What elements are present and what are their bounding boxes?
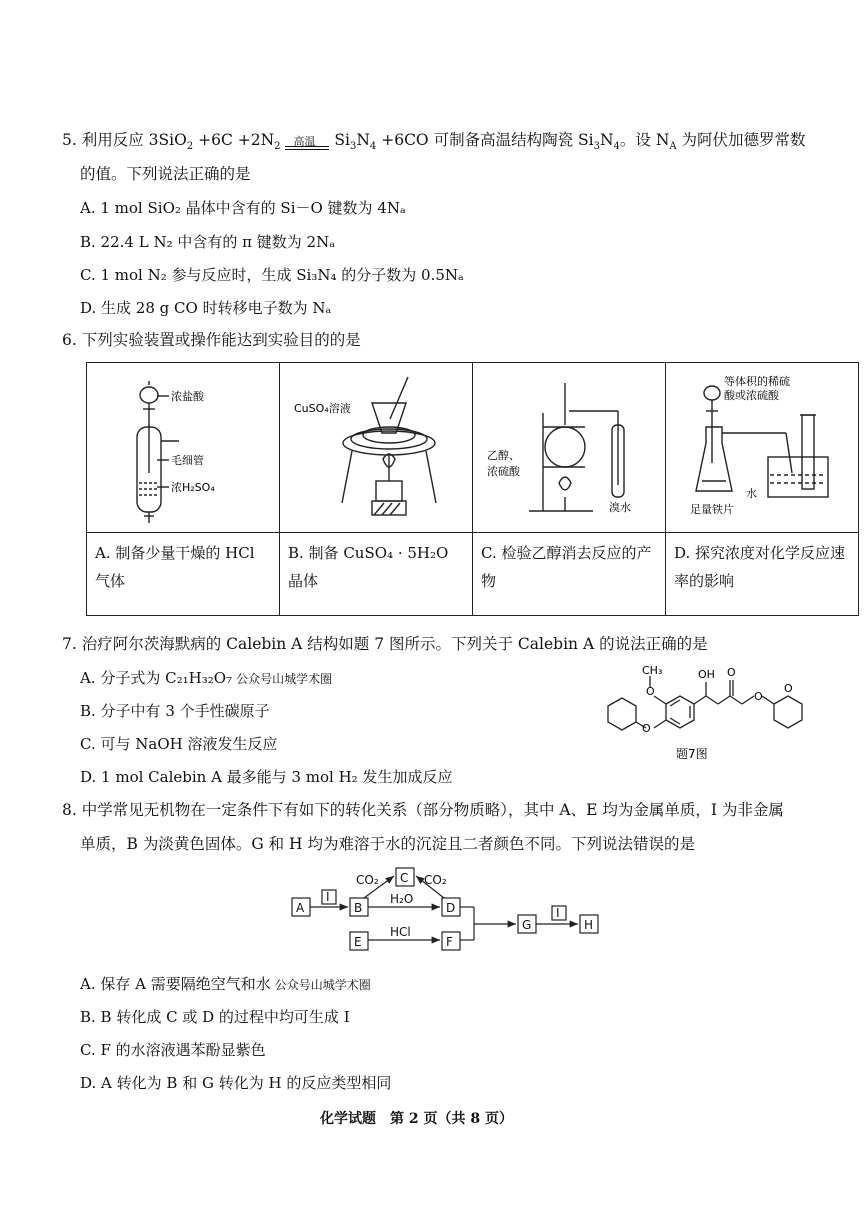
figure-c-cell [473, 363, 666, 533]
label-co2-right: CO₂ [424, 873, 447, 887]
ch3-label: CH₃ [642, 664, 663, 677]
q8-option-b: B. B 转化成 C 或 D 的过程中均可生成 I [80, 1008, 350, 1026]
label-iron-pieces: 足量铁片 [690, 503, 734, 516]
watermark: 公众号山城学术圈 [236, 672, 333, 686]
box-d: D [446, 901, 456, 915]
caption-c: C. 检验乙醇消去反应的产物 [473, 533, 666, 616]
caption-d: D. 探究浓度对化学反应速率的影响 [666, 533, 859, 616]
q5-stem-line1: 5. 利用反应 $3SiO_2 +6C +2N_2$ 高温 $Si_3N_4 +6CO$ 可制备高温结构陶瓷 $Si_3N_4$。设 $N_A$ 为阿伏加德罗常数 [62, 130, 806, 157]
label-dilute-acid: 等体积的稀硫 [724, 375, 790, 388]
reaction-condition: 高温 [285, 146, 329, 157]
figure-d-cell [666, 363, 859, 533]
ketone-o-label: O [727, 666, 736, 679]
label-bromine-water: 溴水 [609, 501, 631, 514]
q5-option-d: D. 生成 28 g CO 时转移电子数为 Nₐ [80, 299, 332, 317]
q7-option-c: C. 可与 NaOH 溶液发生反应 [80, 735, 278, 753]
figure-b-cell [280, 363, 473, 533]
box-f: F [446, 935, 453, 949]
watermark: 公众号山城学术圈 [274, 978, 371, 992]
figure-d-apparatus [666, 363, 844, 528]
ring-o-label: O [784, 682, 793, 695]
q8-conversion-diagram [286, 862, 616, 958]
label-water: 水 [746, 487, 757, 500]
ester-o-label: O [754, 690, 763, 703]
q5-option-c: C. 1 mol N₂ 参与反应时，生成 Si₃N₄ 的分子数为 0.5Nₐ [80, 266, 464, 284]
q8-stem-line2: 单质，B 为淡黄色固体。G 和 H 均为难溶于水的沉淀且二者颜色不同。下列说法错误的是 [80, 835, 696, 853]
box-i-1: I [326, 890, 330, 904]
q7-option-d: D. 1 mol Calebin A 最多能与 3 mol H₂ 发生加成反应 [80, 768, 453, 786]
label-conc-h2so4: 浓H₂SO₄ [171, 481, 215, 494]
q8-stem-line1: 8. 中学常见无机物在一定条件下有如下的转化关系（部分物质略），其中 A、E 均为金属单质，I 为非金属 [62, 801, 784, 819]
methoxy-o-label: O [646, 685, 655, 698]
label-capillary: 毛细管 [171, 454, 204, 467]
page-footer: 化学试题 第 2 页（共 8 页） [320, 1111, 513, 1127]
figure-a-apparatus [87, 363, 265, 528]
label-conc-hcl: 浓盐酸 [171, 390, 204, 403]
figure-b-apparatus [280, 363, 458, 528]
box-h: H [584, 918, 594, 932]
figure-7-caption: 题7图 [676, 747, 708, 761]
q7-stem: 7. 治疗阿尔茨海默病的 Calebin A 结构如题 7 图所示。下列关于 Calebin A 的说法正确的是 [62, 635, 708, 653]
caption-a: A. 制备少量干燥的 HCl 气体 [87, 533, 280, 616]
figure-c-apparatus [473, 363, 651, 528]
q7-option-b: B. 分子中有 3 个手性碳原子 [80, 702, 270, 720]
q5-option-a: A. 1 mol SiO₂ 晶体中含有的 Si－O 键数为 4Nₐ [80, 199, 406, 217]
figure-a-cell [87, 363, 280, 533]
ether-o-label: O [642, 722, 651, 735]
calebin-a-structure [596, 658, 832, 768]
label-cuso4-solution: CuSO₄溶液 [294, 402, 351, 415]
label-hcl: HCl [390, 925, 411, 939]
oh-label: OH [698, 668, 715, 681]
box-i-2: I [556, 906, 560, 920]
q6-stem: 6. 下列实验装置或操作能达到实验目的的是 [62, 331, 361, 349]
label-conc-acid: 酸或浓硫酸 [724, 389, 779, 402]
q7-option-a: A. 分子式为 C₂₁H₃₂O₇ 公众号山城学术圈 [80, 669, 333, 687]
label-co2-left: CO₂ [356, 873, 379, 887]
q8-option-c: C. F 的水溶液遇苯酚显紫色 [80, 1041, 266, 1059]
q8-option-a: A. 保存 A 需要隔绝空气和水 公众号山城学术圈 [80, 975, 371, 993]
box-g: G [522, 918, 532, 932]
q5-option-b: B. 22.4 L N₂ 中含有的 π 键数为 2Nₐ [80, 233, 335, 251]
box-b: B [354, 901, 363, 915]
q8-option-d: D. A 转化为 B 和 G 转化为 H 的反应类型相同 [80, 1074, 392, 1092]
label-conc-sulfuric: 浓硫酸 [487, 465, 520, 478]
q5-stem-line2: 的值。下列说法正确的是 [80, 165, 251, 183]
box-c: C [400, 871, 409, 885]
caption-b: B. 制备 CuSO₄ · 5H₂O 晶体 [280, 533, 473, 616]
box-e: E [354, 935, 362, 949]
box-a: A [296, 901, 305, 915]
label-h2o: H₂O [390, 892, 414, 906]
label-ethanol: 乙醇、 [487, 449, 520, 462]
q6-experiment-table [86, 362, 859, 616]
